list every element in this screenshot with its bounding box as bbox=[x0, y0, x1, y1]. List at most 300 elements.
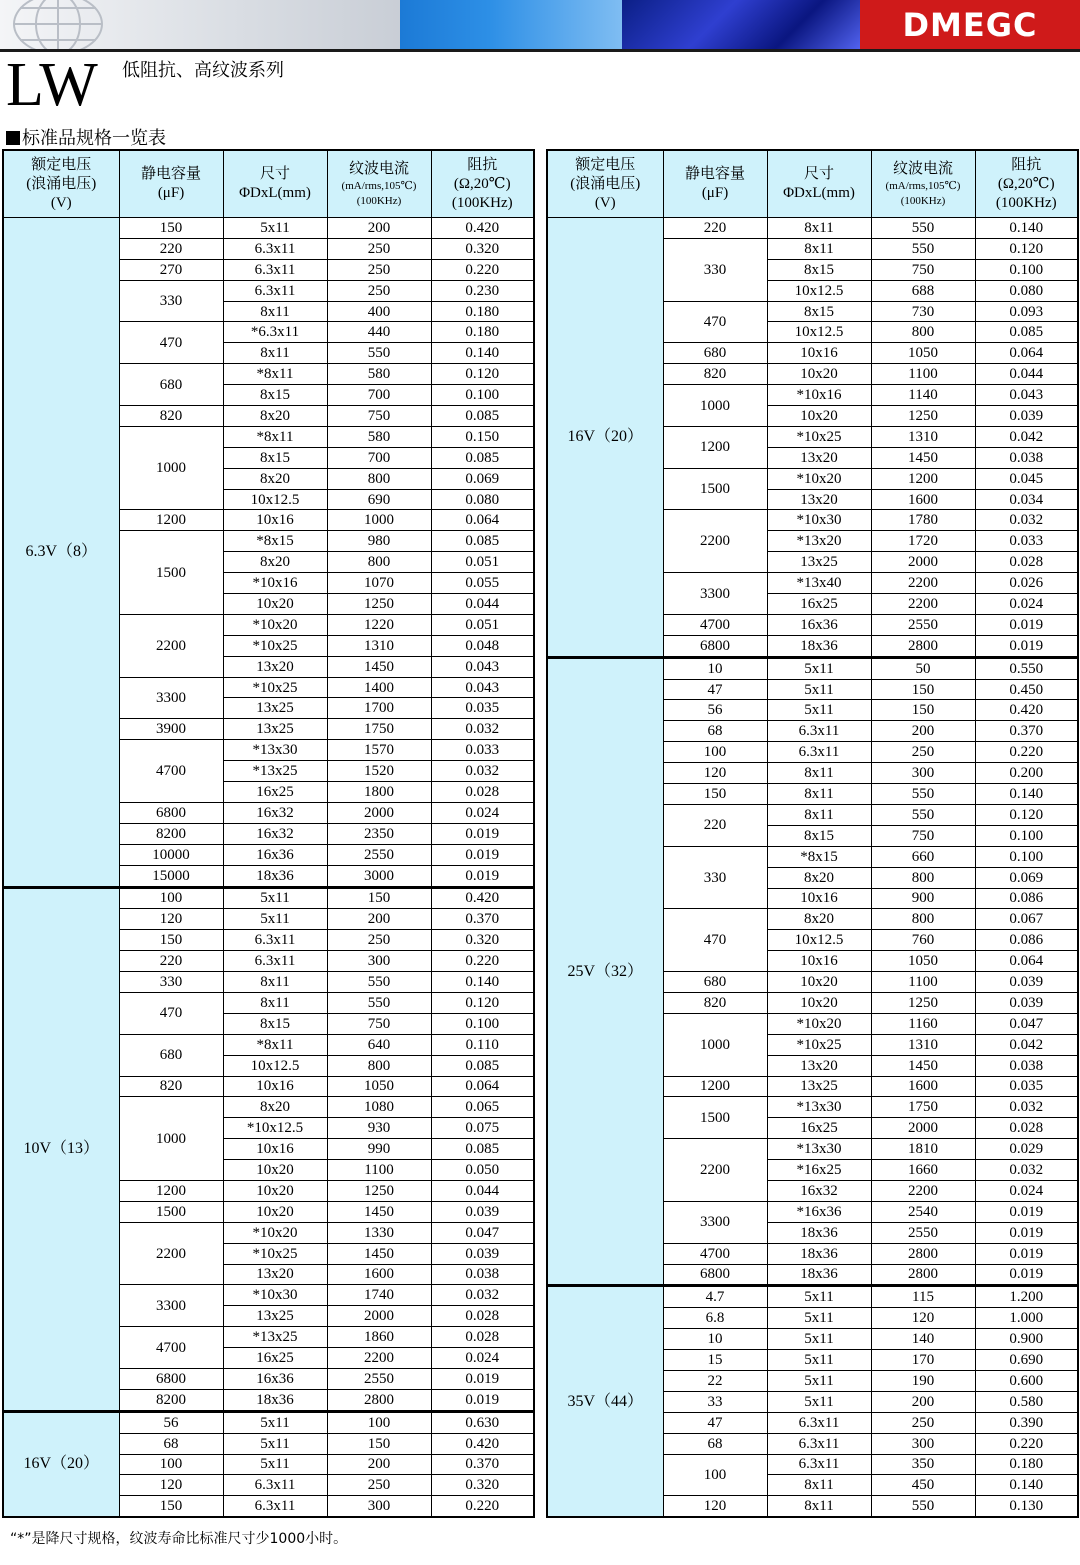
size-cell: 8x11 bbox=[767, 784, 871, 805]
ripple-cell: 1100 bbox=[871, 972, 975, 993]
capacitance-cell: 3300 bbox=[119, 677, 223, 719]
impedance-cell: 0.028 bbox=[975, 552, 1078, 573]
impedance-cell: 0.042 bbox=[975, 426, 1078, 447]
ripple-cell: 300 bbox=[327, 951, 431, 972]
capacitance-cell: 22 bbox=[663, 1370, 767, 1391]
ripple-cell: 980 bbox=[327, 531, 431, 552]
impedance-cell: 0.045 bbox=[975, 468, 1078, 489]
size-cell: 6.3x11 bbox=[223, 280, 327, 301]
ripple-cell: 1100 bbox=[327, 1160, 431, 1181]
impedance-cell: 0.220 bbox=[431, 259, 534, 280]
size-cell: 8x20 bbox=[223, 1097, 327, 1118]
banner-rule bbox=[0, 49, 1080, 52]
capacitance-cell: 120 bbox=[119, 1475, 223, 1496]
header-row bbox=[547, 150, 1078, 218]
impedance-cell: 0.150 bbox=[431, 426, 534, 447]
size-cell: 16x36 bbox=[223, 844, 327, 865]
capacitance-cell: 1200 bbox=[119, 1180, 223, 1201]
size-cell: *10x16 bbox=[767, 385, 871, 406]
size-cell: *16x25 bbox=[767, 1160, 871, 1181]
impedance-cell: 0.390 bbox=[975, 1412, 1078, 1433]
impedance-cell: 0.019 bbox=[431, 865, 534, 887]
ripple-cell: 1600 bbox=[871, 1076, 975, 1097]
square-bullet-icon bbox=[6, 131, 20, 145]
ripple-cell: 750 bbox=[871, 825, 975, 846]
header-row bbox=[3, 150, 534, 218]
ripple-cell: 1810 bbox=[871, 1139, 975, 1160]
capacitance-cell: 470 bbox=[119, 992, 223, 1034]
size-cell: 8x15 bbox=[223, 385, 327, 406]
size-cell: 6.3x11 bbox=[767, 1454, 871, 1475]
ripple-cell: 1450 bbox=[871, 447, 975, 468]
capacitance-cell: 150 bbox=[119, 1496, 223, 1517]
capacitance-cell: 10 bbox=[663, 657, 767, 679]
impedance-cell: 0.085 bbox=[431, 447, 534, 468]
ripple-cell: 150 bbox=[871, 700, 975, 721]
voltage-cell: 6.3V（8） bbox=[3, 218, 119, 888]
table-row bbox=[547, 1286, 1078, 1308]
impedance-cell: 0.019 bbox=[975, 635, 1078, 657]
size-cell: 10x12.5 bbox=[223, 489, 327, 510]
impedance-cell: 0.064 bbox=[431, 1076, 534, 1097]
impedance-cell: 0.085 bbox=[431, 1139, 534, 1160]
impedance-cell: 0.067 bbox=[975, 909, 1078, 930]
size-cell: *10x25 bbox=[223, 1243, 327, 1264]
size-cell: 10x20 bbox=[767, 364, 871, 385]
size-cell: 5x11 bbox=[767, 679, 871, 700]
ripple-cell: 580 bbox=[327, 364, 431, 385]
size-cell: 13x20 bbox=[767, 489, 871, 510]
ripple-cell: 800 bbox=[327, 468, 431, 489]
ripple-cell: 200 bbox=[327, 1454, 431, 1475]
impedance-cell: 0.110 bbox=[431, 1034, 534, 1055]
size-cell: 5x11 bbox=[767, 1370, 871, 1391]
impedance-cell: 0.019 bbox=[975, 1264, 1078, 1286]
ripple-cell: 50 bbox=[871, 657, 975, 679]
size-cell: 5x11 bbox=[223, 1433, 327, 1454]
size-cell: 6.3x11 bbox=[223, 951, 327, 972]
impedance-cell: 0.028 bbox=[975, 1118, 1078, 1139]
capacitance-cell: 150 bbox=[119, 930, 223, 951]
impedance-cell: 0.580 bbox=[975, 1391, 1078, 1412]
size-cell: 6.3x11 bbox=[223, 259, 327, 280]
impedance-cell: 0.064 bbox=[975, 343, 1078, 364]
ripple-cell: 200 bbox=[327, 218, 431, 239]
impedance-cell: 0.039 bbox=[975, 406, 1078, 427]
capacitance-cell: 1000 bbox=[663, 1013, 767, 1076]
size-cell: 10x20 bbox=[767, 972, 871, 993]
table-row bbox=[3, 218, 534, 239]
ripple-cell: 2000 bbox=[871, 552, 975, 573]
size-cell: 8x11 bbox=[767, 763, 871, 784]
size-cell: 5x11 bbox=[767, 1391, 871, 1412]
capacitance-cell: 56 bbox=[119, 1411, 223, 1433]
capacitance-cell: 56 bbox=[663, 700, 767, 721]
size-cell: 16x32 bbox=[223, 802, 327, 823]
ripple-cell: 1250 bbox=[327, 1180, 431, 1201]
capacitance-cell: 330 bbox=[119, 280, 223, 322]
impedance-cell: 0.140 bbox=[975, 1475, 1078, 1496]
capacitance-cell: 1000 bbox=[119, 426, 223, 510]
size-cell: 8x20 bbox=[767, 867, 871, 888]
ripple-cell: 2540 bbox=[871, 1201, 975, 1222]
impedance-cell: 0.039 bbox=[431, 1201, 534, 1222]
impedance-cell: 0.420 bbox=[975, 700, 1078, 721]
capacitance-cell: 100 bbox=[663, 1454, 767, 1496]
banner-left-panel bbox=[0, 0, 400, 50]
ripple-cell: 200 bbox=[871, 721, 975, 742]
size-cell: *10x25 bbox=[767, 426, 871, 447]
size-cell: 16x32 bbox=[223, 823, 327, 844]
ripple-cell: 800 bbox=[871, 322, 975, 343]
ripple-cell: 300 bbox=[871, 763, 975, 784]
ripple-cell: 1600 bbox=[871, 489, 975, 510]
capacitance-cell: 2200 bbox=[663, 1139, 767, 1202]
impedance-cell: 0.065 bbox=[431, 1097, 534, 1118]
col-size-header: 尺寸 ΦDxL(mm) bbox=[223, 150, 327, 218]
ripple-cell: 250 bbox=[871, 1412, 975, 1433]
ripple-cell: 3000 bbox=[327, 865, 431, 887]
capacitance-cell: 2200 bbox=[663, 510, 767, 573]
ripple-cell: 660 bbox=[871, 846, 975, 867]
ripple-cell: 250 bbox=[327, 930, 431, 951]
ripple-cell: 150 bbox=[327, 887, 431, 909]
capacitance-cell: 680 bbox=[663, 972, 767, 993]
ripple-cell: 1050 bbox=[327, 1076, 431, 1097]
impedance-cell: 0.320 bbox=[431, 930, 534, 951]
capacitance-cell: 3300 bbox=[663, 573, 767, 615]
size-cell: *8x15 bbox=[767, 846, 871, 867]
size-cell: 8x15 bbox=[223, 1013, 327, 1034]
size-cell: *10x16 bbox=[223, 573, 327, 594]
voltage-cell: 35V（44） bbox=[547, 1286, 663, 1517]
ripple-cell: 1860 bbox=[327, 1327, 431, 1348]
impedance-cell: 0.038 bbox=[431, 1264, 534, 1285]
capacitance-cell: 4700 bbox=[663, 1243, 767, 1264]
ripple-cell: 2000 bbox=[327, 802, 431, 823]
capacitance-cell: 330 bbox=[663, 238, 767, 301]
size-cell: 8x11 bbox=[223, 972, 327, 993]
impedance-cell: 0.600 bbox=[975, 1370, 1078, 1391]
ripple-cell: 2800 bbox=[871, 635, 975, 657]
capacitance-cell: 6800 bbox=[663, 1264, 767, 1286]
ripple-cell: 2550 bbox=[327, 844, 431, 865]
ripple-cell: 1450 bbox=[327, 656, 431, 677]
ripple-cell: 100 bbox=[327, 1411, 431, 1433]
ripple-cell: 300 bbox=[327, 1496, 431, 1517]
impedance-cell: 0.085 bbox=[975, 322, 1078, 343]
ripple-cell: 800 bbox=[327, 552, 431, 573]
ripple-cell: 580 bbox=[327, 426, 431, 447]
ripple-cell: 250 bbox=[871, 742, 975, 763]
impedance-cell: 0.064 bbox=[975, 951, 1078, 972]
capacitance-cell: 100 bbox=[119, 887, 223, 909]
capacitance-cell: 15000 bbox=[119, 865, 223, 887]
globe-icon bbox=[10, 0, 106, 50]
impedance-cell: 0.140 bbox=[431, 972, 534, 993]
banner-grid-panel bbox=[622, 0, 860, 50]
capacitance-cell: 680 bbox=[119, 1034, 223, 1076]
ripple-cell: 750 bbox=[871, 259, 975, 280]
impedance-cell: 0.075 bbox=[431, 1118, 534, 1139]
size-cell: 10x12.5 bbox=[767, 280, 871, 301]
capacitance-cell: 15 bbox=[663, 1350, 767, 1371]
size-cell: *10x12.5 bbox=[223, 1118, 327, 1139]
col-ripple-header: 纹波电流 (mA/rms,105℃) (100KHz) bbox=[871, 150, 975, 218]
impedance-cell: 0.140 bbox=[975, 784, 1078, 805]
impedance-cell: 0.019 bbox=[975, 1222, 1078, 1243]
size-cell: 10x20 bbox=[767, 992, 871, 1013]
ripple-cell: 2550 bbox=[327, 1368, 431, 1389]
ripple-cell: 760 bbox=[871, 930, 975, 951]
ripple-cell: 700 bbox=[327, 385, 431, 406]
impedance-cell: 0.320 bbox=[431, 238, 534, 259]
ripple-cell: 730 bbox=[871, 301, 975, 322]
size-cell: *13x30 bbox=[767, 1097, 871, 1118]
ripple-cell: 1250 bbox=[871, 406, 975, 427]
capacitance-cell: 100 bbox=[663, 742, 767, 763]
ripple-cell: 1310 bbox=[327, 635, 431, 656]
impedance-cell: 0.220 bbox=[975, 1433, 1078, 1454]
impedance-cell: 0.019 bbox=[431, 844, 534, 865]
ripple-cell: 1800 bbox=[327, 782, 431, 803]
capacitance-cell: 820 bbox=[663, 992, 767, 1013]
capacitance-cell: 270 bbox=[119, 259, 223, 280]
ripple-cell: 1140 bbox=[871, 385, 975, 406]
size-cell: *13x30 bbox=[767, 1139, 871, 1160]
impedance-cell: 0.120 bbox=[431, 364, 534, 385]
impedance-cell: 1.000 bbox=[975, 1308, 1078, 1329]
size-cell: 8x15 bbox=[767, 825, 871, 846]
ripple-cell: 2550 bbox=[871, 614, 975, 635]
ripple-cell: 1400 bbox=[327, 677, 431, 698]
ripple-cell: 900 bbox=[871, 888, 975, 909]
ripple-cell: 1520 bbox=[327, 761, 431, 782]
impedance-cell: 0.047 bbox=[975, 1013, 1078, 1034]
capacitance-cell: 1000 bbox=[663, 385, 767, 427]
impedance-cell: 0.630 bbox=[431, 1411, 534, 1433]
ripple-cell: 190 bbox=[871, 1370, 975, 1391]
voltage-cell: 16V（20） bbox=[547, 218, 663, 658]
impedance-cell: 0.043 bbox=[431, 677, 534, 698]
size-cell: *10x20 bbox=[767, 468, 871, 489]
impedance-cell: 0.080 bbox=[975, 280, 1078, 301]
ripple-cell: 2350 bbox=[327, 823, 431, 844]
size-cell: *13x25 bbox=[223, 761, 327, 782]
impedance-cell: 0.033 bbox=[975, 531, 1078, 552]
capacitance-cell: 120 bbox=[663, 1496, 767, 1517]
size-cell: 8x15 bbox=[767, 259, 871, 280]
impedance-cell: 0.370 bbox=[975, 721, 1078, 742]
capacitance-cell: 8200 bbox=[119, 1389, 223, 1411]
impedance-cell: 0.420 bbox=[431, 218, 534, 239]
capacitance-cell: 68 bbox=[119, 1433, 223, 1454]
impedance-cell: 0.120 bbox=[975, 804, 1078, 825]
ripple-cell: 1700 bbox=[327, 698, 431, 719]
ripple-cell: 1750 bbox=[871, 1097, 975, 1118]
size-cell: 13x20 bbox=[223, 1264, 327, 1285]
ripple-cell: 550 bbox=[871, 1496, 975, 1517]
impedance-cell: 0.051 bbox=[431, 552, 534, 573]
ripple-cell: 1250 bbox=[871, 992, 975, 1013]
ripple-cell: 1600 bbox=[327, 1264, 431, 1285]
impedance-cell: 0.050 bbox=[431, 1160, 534, 1181]
impedance-cell: 0.220 bbox=[431, 1496, 534, 1517]
ripple-cell: 150 bbox=[327, 1433, 431, 1454]
ripple-cell: 250 bbox=[327, 280, 431, 301]
impedance-cell: 0.055 bbox=[431, 573, 534, 594]
impedance-cell: 0.100 bbox=[431, 1013, 534, 1034]
col-impedance-header: 阻抗 (Ω,20℃) (100KHz) bbox=[431, 150, 534, 218]
series-description: 低阻抗、高纹波系列 bbox=[122, 60, 284, 81]
size-cell: 8x20 bbox=[223, 406, 327, 427]
ripple-cell: 550 bbox=[871, 784, 975, 805]
impedance-cell: 0.032 bbox=[431, 1285, 534, 1306]
size-cell: 18x36 bbox=[767, 635, 871, 657]
size-cell: 5x11 bbox=[223, 909, 327, 930]
capacitance-cell: 1200 bbox=[663, 1076, 767, 1097]
impedance-cell: 0.039 bbox=[431, 1243, 534, 1264]
size-cell: *16x36 bbox=[767, 1201, 871, 1222]
size-cell: *10x25 bbox=[223, 677, 327, 698]
capacitance-cell: 680 bbox=[663, 343, 767, 364]
size-cell: 16x25 bbox=[223, 782, 327, 803]
capacitance-cell: 220 bbox=[663, 218, 767, 239]
ripple-cell: 640 bbox=[327, 1034, 431, 1055]
impedance-cell: 0.550 bbox=[975, 657, 1078, 679]
ripple-cell: 2000 bbox=[871, 1118, 975, 1139]
size-cell: *10x30 bbox=[223, 1285, 327, 1306]
size-cell: 10x12.5 bbox=[223, 1055, 327, 1076]
capacitance-cell: 1000 bbox=[119, 1097, 223, 1181]
impedance-cell: 0.042 bbox=[975, 1034, 1078, 1055]
size-cell: 10x16 bbox=[223, 1076, 327, 1097]
col-size-header: 尺寸 ΦDxL(mm) bbox=[767, 150, 871, 218]
series-code: LW bbox=[6, 51, 98, 119]
ripple-cell: 2800 bbox=[871, 1264, 975, 1286]
size-cell: 6.3x11 bbox=[223, 1475, 327, 1496]
impedance-cell: 0.024 bbox=[975, 594, 1078, 615]
size-cell: 5x11 bbox=[767, 1350, 871, 1371]
impedance-cell: 0.069 bbox=[431, 468, 534, 489]
capacitance-cell: 2200 bbox=[119, 1222, 223, 1285]
size-cell: 5x11 bbox=[767, 657, 871, 679]
capacitance-cell: 3900 bbox=[119, 719, 223, 740]
capacitance-cell: 680 bbox=[119, 364, 223, 406]
capacitance-cell: 33 bbox=[663, 1391, 767, 1412]
impedance-cell: 0.047 bbox=[431, 1222, 534, 1243]
ripple-cell: 750 bbox=[327, 406, 431, 427]
impedance-cell: 0.043 bbox=[975, 385, 1078, 406]
ripple-cell: 930 bbox=[327, 1118, 431, 1139]
size-cell: *13x30 bbox=[223, 740, 327, 761]
ripple-cell: 250 bbox=[327, 259, 431, 280]
impedance-cell: 0.026 bbox=[975, 573, 1078, 594]
size-cell: 16x25 bbox=[223, 1348, 327, 1369]
ripple-cell: 1310 bbox=[871, 426, 975, 447]
ripple-cell: 2800 bbox=[327, 1389, 431, 1411]
size-cell: 10x16 bbox=[223, 510, 327, 531]
impedance-cell: 0.100 bbox=[975, 825, 1078, 846]
ripple-cell: 690 bbox=[327, 489, 431, 510]
size-cell: 5x11 bbox=[767, 1286, 871, 1308]
capacitance-cell: 47 bbox=[663, 679, 767, 700]
ripple-cell: 200 bbox=[871, 1391, 975, 1412]
ripple-cell: 800 bbox=[871, 909, 975, 930]
size-cell: 8x11 bbox=[767, 1475, 871, 1496]
capacitance-cell: 6800 bbox=[119, 802, 223, 823]
ripple-cell: 115 bbox=[871, 1286, 975, 1308]
col-voltage-header: 额定电压 (浪涌电压) (V) bbox=[3, 150, 119, 218]
impedance-cell: 0.044 bbox=[975, 364, 1078, 385]
table-row bbox=[3, 1411, 534, 1433]
ripple-cell: 450 bbox=[871, 1475, 975, 1496]
size-cell: 13x20 bbox=[223, 656, 327, 677]
size-cell: 8x11 bbox=[223, 301, 327, 322]
col-ripple-header: 纹波电流 (mA/rms,105℃) (100KHz) bbox=[327, 150, 431, 218]
capacitance-cell: 1200 bbox=[119, 510, 223, 531]
capacitance-cell: 3300 bbox=[119, 1285, 223, 1327]
impedance-cell: 0.130 bbox=[975, 1496, 1078, 1517]
size-cell: *8x11 bbox=[223, 426, 327, 447]
impedance-cell: 1.200 bbox=[975, 1286, 1078, 1308]
impedance-cell: 0.032 bbox=[975, 510, 1078, 531]
table-row bbox=[547, 657, 1078, 679]
size-cell: 10x20 bbox=[223, 1160, 327, 1181]
size-cell: 5x11 bbox=[223, 887, 327, 909]
size-cell: *10x25 bbox=[223, 635, 327, 656]
impedance-cell: 0.034 bbox=[975, 489, 1078, 510]
ripple-cell: 170 bbox=[871, 1350, 975, 1371]
voltage-cell: 10V（13） bbox=[3, 887, 119, 1411]
impedance-cell: 0.035 bbox=[431, 698, 534, 719]
ripple-cell: 550 bbox=[871, 218, 975, 239]
ripple-cell: 1660 bbox=[871, 1160, 975, 1181]
capacitance-cell: 470 bbox=[119, 322, 223, 364]
impedance-cell: 0.019 bbox=[975, 614, 1078, 635]
capacitance-cell: 1500 bbox=[119, 1201, 223, 1222]
size-cell: 16x36 bbox=[223, 1368, 327, 1389]
capacitance-cell: 47 bbox=[663, 1412, 767, 1433]
size-cell: *8x11 bbox=[223, 364, 327, 385]
size-cell: 8x11 bbox=[767, 1496, 871, 1517]
size-cell: 8x11 bbox=[223, 992, 327, 1013]
capacitance-cell: 6.8 bbox=[663, 1308, 767, 1329]
impedance-cell: 0.140 bbox=[975, 218, 1078, 239]
ripple-cell: 1450 bbox=[327, 1243, 431, 1264]
spec-table-right bbox=[546, 149, 1079, 1518]
ripple-cell: 2200 bbox=[871, 1180, 975, 1201]
impedance-cell: 0.100 bbox=[431, 385, 534, 406]
impedance-cell: 0.043 bbox=[431, 656, 534, 677]
impedance-cell: 0.370 bbox=[431, 909, 534, 930]
size-cell: *10x20 bbox=[223, 614, 327, 635]
impedance-cell: 0.100 bbox=[975, 259, 1078, 280]
impedance-cell: 0.085 bbox=[431, 406, 534, 427]
impedance-cell: 0.039 bbox=[975, 972, 1078, 993]
impedance-cell: 0.420 bbox=[431, 887, 534, 909]
ripple-cell: 1160 bbox=[871, 1013, 975, 1034]
size-cell: 5x11 bbox=[223, 218, 327, 239]
impedance-cell: 0.019 bbox=[975, 1243, 1078, 1264]
ripple-cell: 1080 bbox=[327, 1097, 431, 1118]
impedance-cell: 0.019 bbox=[431, 1389, 534, 1411]
impedance-cell: 0.032 bbox=[431, 719, 534, 740]
ripple-cell: 1450 bbox=[327, 1201, 431, 1222]
capacitance-cell: 2200 bbox=[119, 614, 223, 677]
size-cell: 6.3x11 bbox=[223, 930, 327, 951]
capacitance-cell: 1500 bbox=[663, 468, 767, 510]
